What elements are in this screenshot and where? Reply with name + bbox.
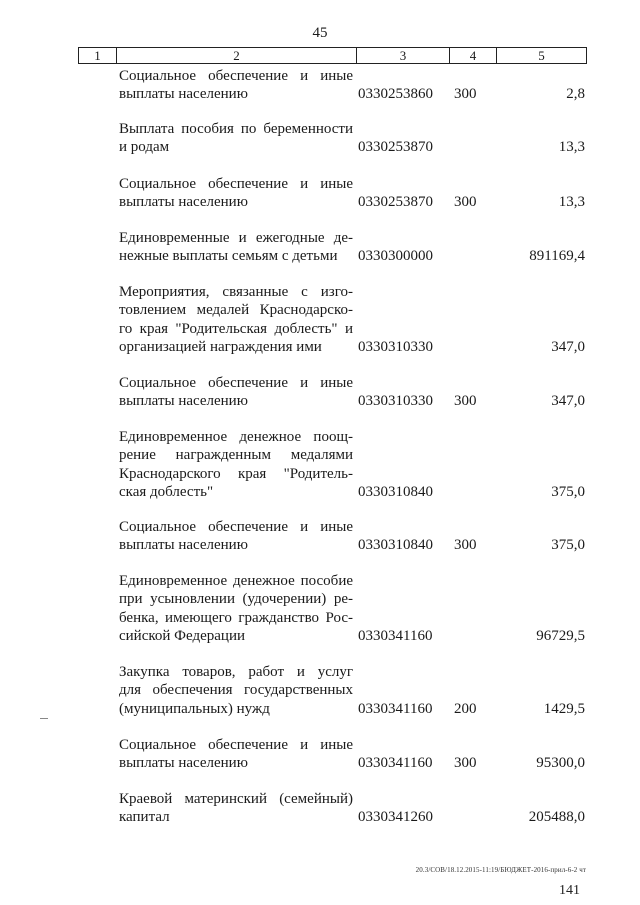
row-expense-type: 300	[454, 393, 477, 410]
row-name-line: капитал	[119, 809, 170, 826]
row-name	[119, 175, 353, 212]
row-code: 0330253870	[358, 194, 433, 211]
header-col-3: 3	[357, 48, 450, 63]
row-code: 0330341160	[358, 700, 433, 717]
row-name-line: Социальное обеспечение и иные	[119, 176, 353, 192]
row-code: 0330341160	[358, 755, 433, 772]
row-name-line: для обеспечения государственных	[119, 682, 353, 699]
row-name	[119, 67, 353, 104]
row-name	[119, 283, 353, 356]
header-col-1: 1	[79, 48, 117, 63]
row-name	[119, 229, 353, 266]
row-code: 0330341160	[358, 627, 433, 644]
row-amount: 13,3	[558, 194, 585, 211]
row-name	[119, 518, 353, 555]
row-name	[119, 120, 353, 157]
row-name	[119, 374, 353, 411]
row-name	[119, 790, 353, 827]
row-code: 0330253860	[358, 86, 433, 103]
row-name-line: товлением медалей Краснодарско-	[119, 302, 353, 319]
row-amount: 96729,5	[536, 627, 585, 644]
row-name-line: рение награжденным медалями	[119, 447, 353, 464]
table-header	[78, 47, 587, 64]
row-name-line: ская доблесть"	[119, 483, 214, 500]
row-name-line: организацией награждения ими	[119, 338, 322, 355]
row-name-line: Краевой материнский (семейный)	[119, 791, 353, 807]
row-name-line: Единовременные и ежегодные де-	[119, 230, 353, 246]
row-code: 0330253870	[358, 139, 433, 156]
row-expense-type: 200	[454, 700, 477, 717]
row-amount: 347,0	[551, 393, 585, 410]
margin-mark	[40, 718, 48, 719]
row-name	[119, 736, 353, 773]
row-name-line: выплаты населению	[119, 755, 248, 772]
row-amount: 891169,4	[529, 248, 585, 265]
row-name-line: Закупка товаров, работ и услуг	[119, 664, 353, 680]
row-amount: 375,0	[551, 537, 585, 554]
row-name-line: при усыновлении (удочерении) ре-	[119, 591, 353, 608]
row-name-line: нежные выплаты семьям с детьми	[119, 248, 338, 265]
row-name-line: выплаты населению	[119, 393, 248, 410]
header-col-5: 5	[538, 48, 545, 63]
row-expense-type: 300	[454, 755, 477, 772]
row-amount: 13,3	[558, 139, 585, 156]
row-name	[119, 572, 353, 645]
row-expense-type: 300	[454, 86, 477, 103]
row-expense-type: 300	[454, 194, 477, 211]
row-name-line: выплаты населению	[119, 194, 248, 211]
row-amount: 2,8	[566, 86, 585, 103]
row-name-line: Социальное обеспечение и иные	[119, 519, 353, 535]
row-name-line: (муниципальных) нужд	[119, 700, 270, 717]
row-name-line: Единовременное денежное поощ-	[119, 429, 353, 445]
row-code: 0330310330	[358, 393, 433, 410]
row-name	[119, 663, 353, 718]
row-name-line: и родам	[119, 139, 170, 156]
header-col-4: 4	[450, 48, 497, 63]
row-amount: 375,0	[551, 483, 585, 500]
page-number-top: 45	[312, 25, 328, 41]
row-name	[119, 428, 353, 501]
row-name-line: Единовременное денежное пособие	[119, 573, 353, 589]
row-name-line: выплаты населению	[119, 537, 248, 554]
page-number-bottom: 141	[559, 883, 580, 898]
row-amount: 1429,5	[543, 700, 585, 717]
row-expense-type: 300	[454, 537, 477, 554]
row-amount: 205488,0	[528, 809, 585, 826]
row-name-line: го края "Родительская доблесть" и	[119, 320, 353, 337]
row-code: 0330300000	[358, 248, 433, 265]
row-name-line: Краснодарского края "Родитель-	[119, 465, 353, 482]
row-name-line: Социальное обеспечение и иные	[119, 375, 353, 391]
row-amount: 347,0	[551, 338, 585, 355]
row-name-line: Мероприятия, связанные с изго-	[119, 284, 353, 300]
row-code: 0330310840	[358, 483, 433, 500]
row-code: 0330310330	[358, 338, 433, 355]
row-name-line: бенка, имеющего гражданство Рос-	[119, 609, 353, 626]
row-code: 0330341260	[358, 809, 433, 826]
row-name-line: сийской Федерации	[119, 627, 246, 644]
row-name-line: Социальное обеспечение и иные	[119, 737, 353, 753]
row-name-line: Социальное обеспечение и иные	[119, 68, 353, 84]
row-amount: 95300,0	[536, 755, 585, 772]
row-code: 0330310840	[358, 537, 433, 554]
row-name-line: Выплата пособия по беременности	[119, 121, 353, 137]
header-col-2: 2	[117, 48, 357, 63]
row-name-line: выплаты населению	[119, 86, 248, 103]
footer-reference: 20.3/СОВ/18.12.2015-11:19/БЮДЖЕТ-2016-прил-6-2 чт	[415, 866, 586, 874]
